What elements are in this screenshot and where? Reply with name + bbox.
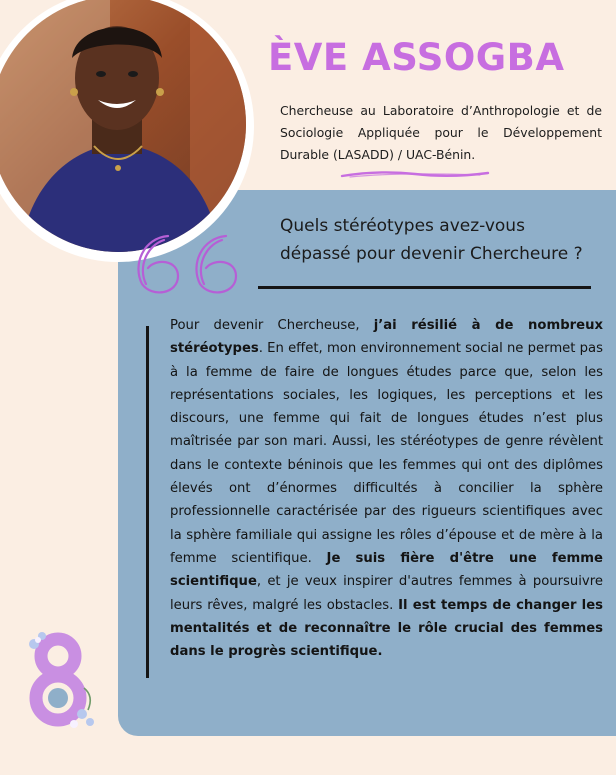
answer-bold: Il est temps de changer les mentalités et de reconnaître le rôle crucial des femmes dans le progrès scientifique. <box>170 597 603 660</box>
person-name: ÈVE ASSOGBA <box>268 36 565 79</box>
divider-line <box>258 286 591 289</box>
decorative-underline-icon <box>340 168 490 180</box>
answer-paragraph <box>170 314 603 663</box>
quote-icon <box>128 228 240 300</box>
number-eight-flower-icon <box>18 626 108 736</box>
answer-text: , et je veux inspirer d'autres femmes à poursuivre leurs rêves, malgré les obstacles. <box>170 574 603 613</box>
answer-text: . En effet, mon environnement social ne permet pas à la femme de faire de longues études parce que, selon les représentations sociales, les logiques, les perceptions et les discours, une femme qui fait de longues études n’est plus maîtrisée par son mari. Aussi, les stéréotypes de genre révèlent dans le contexte béninois que les femmes qui ont des diplômes élevés ont d’énormes difficultés à concilier la sphère professionnelle caractérisée par des rigueurs scientifiques avec la sphère familiale qui assigne les rôles d’épouse et de mère à la femme scientifique. <box>170 341 603 566</box>
question-heading: Quels stéréotypes avez-vous dépassé pour devenir Chercheure ? <box>280 216 583 264</box>
answer-bold: j’ai résilié à de nombreux stéréotypes <box>170 318 603 357</box>
answer-text: Pour devenir Chercheuse, <box>170 318 374 333</box>
answer-bold: Je suis fière d'être une femme scientifique <box>170 550 603 590</box>
affiliation-text: Chercheuse au Laboratoire d’Anthropologie et de Sociologie Appliquée pour le Développement Durable (LASADD) / UAC-Bénin. <box>280 103 602 162</box>
vertical-accent-bar <box>146 326 149 678</box>
